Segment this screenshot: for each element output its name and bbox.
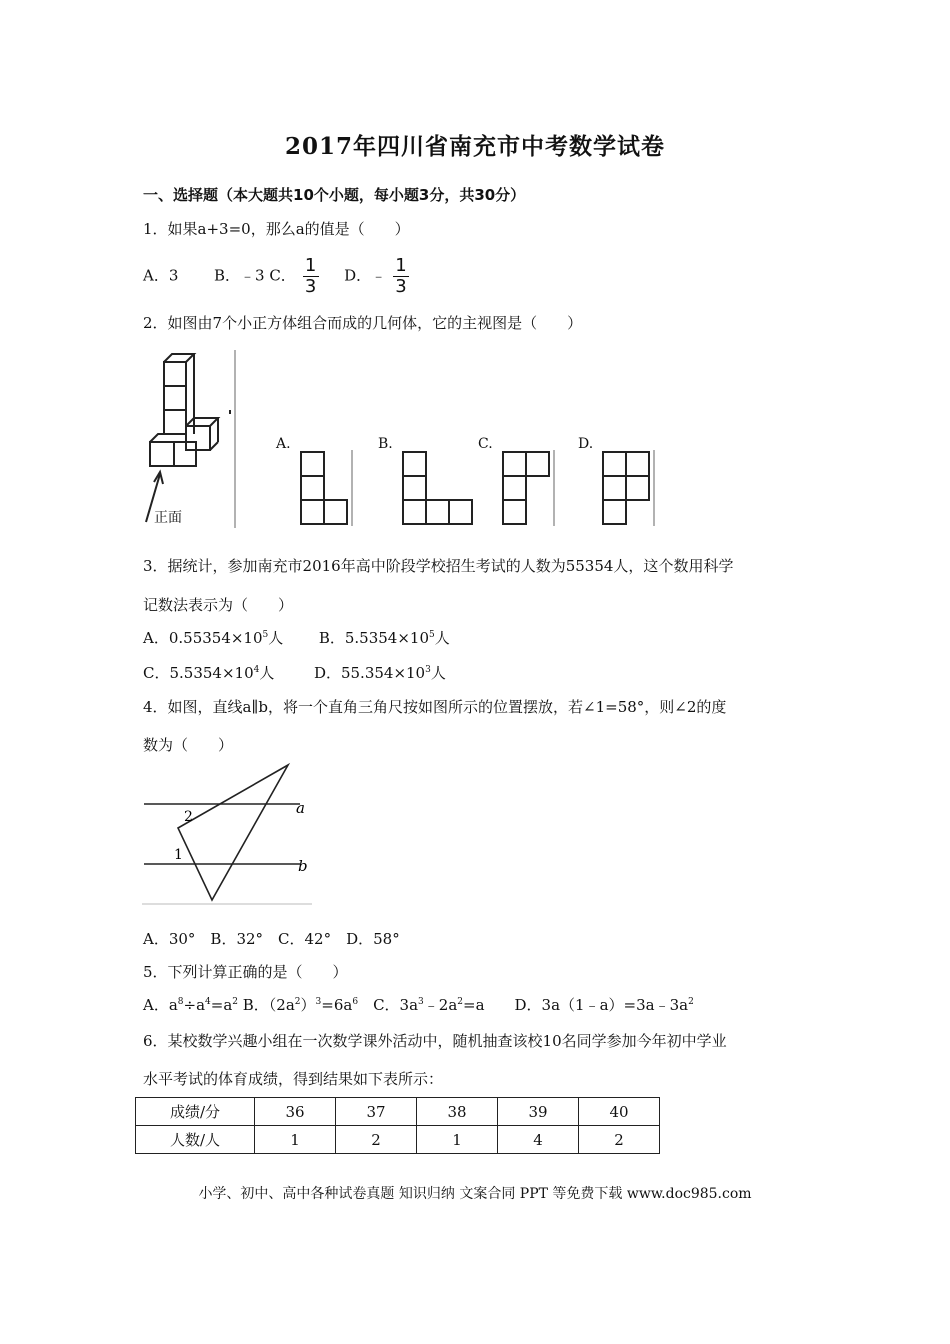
question-4-line2: 数为（ ） bbox=[143, 736, 234, 754]
question-3-line2: 记数法表示为（ ） bbox=[143, 596, 294, 614]
table-cell: 36 bbox=[255, 1098, 336, 1126]
question-2-text: 2．如图由7个小正方体组合而成的几何体，它的主视图是（ ） bbox=[143, 314, 583, 332]
q1-option-d: D．﹣ bbox=[344, 266, 387, 285]
question-4-line1: 4．如图，直线a∥b，将一个直角三角尺按如图所示的位置摆放，若∠1=58°，则∠2的度 bbox=[143, 698, 727, 716]
table-cell: 1 bbox=[255, 1126, 336, 1154]
line-b-label: b bbox=[298, 857, 308, 875]
question-5-text: 5．下列计算正确的是（ ） bbox=[143, 963, 348, 981]
q3-options-row2: C．$5.5354\times 10^4$人 D．$55.354\times 10^3$人 bbox=[143, 664, 446, 682]
q3-options-row1: A．$0.55354\times 10^5$人 B．$5.5354\times 10^5$人 bbox=[143, 629, 450, 647]
table-row bbox=[136, 1098, 660, 1126]
angle-1-label: 1 bbox=[174, 847, 183, 863]
q1-option-b: B．﹣3 bbox=[213, 266, 265, 285]
q2-label-d: D. bbox=[578, 436, 594, 452]
cube-figure bbox=[140, 350, 240, 530]
q2-label-b: B. bbox=[378, 436, 393, 452]
question-6-line2: 水平考试的体育成绩，得到结果如下表所示： bbox=[143, 1070, 444, 1088]
front-label: 正面 bbox=[154, 510, 182, 526]
q4-options: A．30° B．32° C．42° D．58° bbox=[143, 930, 400, 948]
question-1-text: 1．如果a+3=0，那么a的值是（ ） bbox=[143, 220, 410, 238]
parallel-lines-figure bbox=[140, 760, 315, 906]
table-row bbox=[136, 1126, 660, 1154]
table-cell: 39 bbox=[498, 1098, 579, 1126]
q1-option-a: A．3 bbox=[143, 266, 179, 285]
table-cell: 4 bbox=[498, 1126, 579, 1154]
q1-fraction-d: $\frac{1}{3}$ bbox=[393, 256, 409, 297]
q5-options: A．$a^8\div a^4=a^2$ B．$(2a^2)^3=6a^6$ C．$3a^3﹣2a^2=a$ D．$3a(1﹣a)=3a﹣3a^2$ bbox=[143, 996, 694, 1014]
scores-table bbox=[135, 1097, 660, 1154]
question-1-options bbox=[143, 256, 411, 297]
q1-option-c: C． bbox=[269, 266, 296, 285]
option-c-figure bbox=[498, 450, 558, 526]
q1-fraction-c: $\frac{1}{3}$ bbox=[303, 256, 319, 297]
table-cell: 38 bbox=[417, 1098, 498, 1126]
table-header-score: 成绩/分 bbox=[136, 1098, 255, 1126]
question-3-line1: 3．据统计，参加南充市2016年高中阶段学校招生考试的人数为55354人，这个数用科学 bbox=[143, 557, 734, 575]
page-title: 2017年四川省南充市中考数学试卷 bbox=[284, 133, 665, 160]
table-cell: 40 bbox=[579, 1098, 660, 1126]
question-6-line1: 6．某校数学兴趣小组在一次数学课外活动中，随机抽查该校10名同学参加今年初中学业 bbox=[143, 1032, 727, 1050]
option-b-figure bbox=[398, 450, 478, 526]
table-cell: 37 bbox=[336, 1098, 417, 1126]
angle-2-label: 2 bbox=[184, 809, 193, 825]
footer-text: 小学、初中、高中各种试卷真题 知识归纳 文案合同 PPT 等免费下载 www.doc985.com bbox=[198, 1186, 752, 1202]
option-d-figure bbox=[598, 450, 658, 526]
option-a-figure bbox=[296, 450, 356, 526]
section-heading: 一、选择题（本大题共10个小题，每小题3分，共30分） bbox=[143, 186, 526, 204]
line-a-label: a bbox=[296, 799, 305, 817]
table-cell: 1 bbox=[417, 1126, 498, 1154]
table-header-count: 人数/人 bbox=[136, 1126, 255, 1154]
q2-label-c: C. bbox=[478, 436, 493, 452]
q2-label-a: A. bbox=[276, 436, 291, 452]
table-cell: 2 bbox=[579, 1126, 660, 1154]
table-cell: 2 bbox=[336, 1126, 417, 1154]
